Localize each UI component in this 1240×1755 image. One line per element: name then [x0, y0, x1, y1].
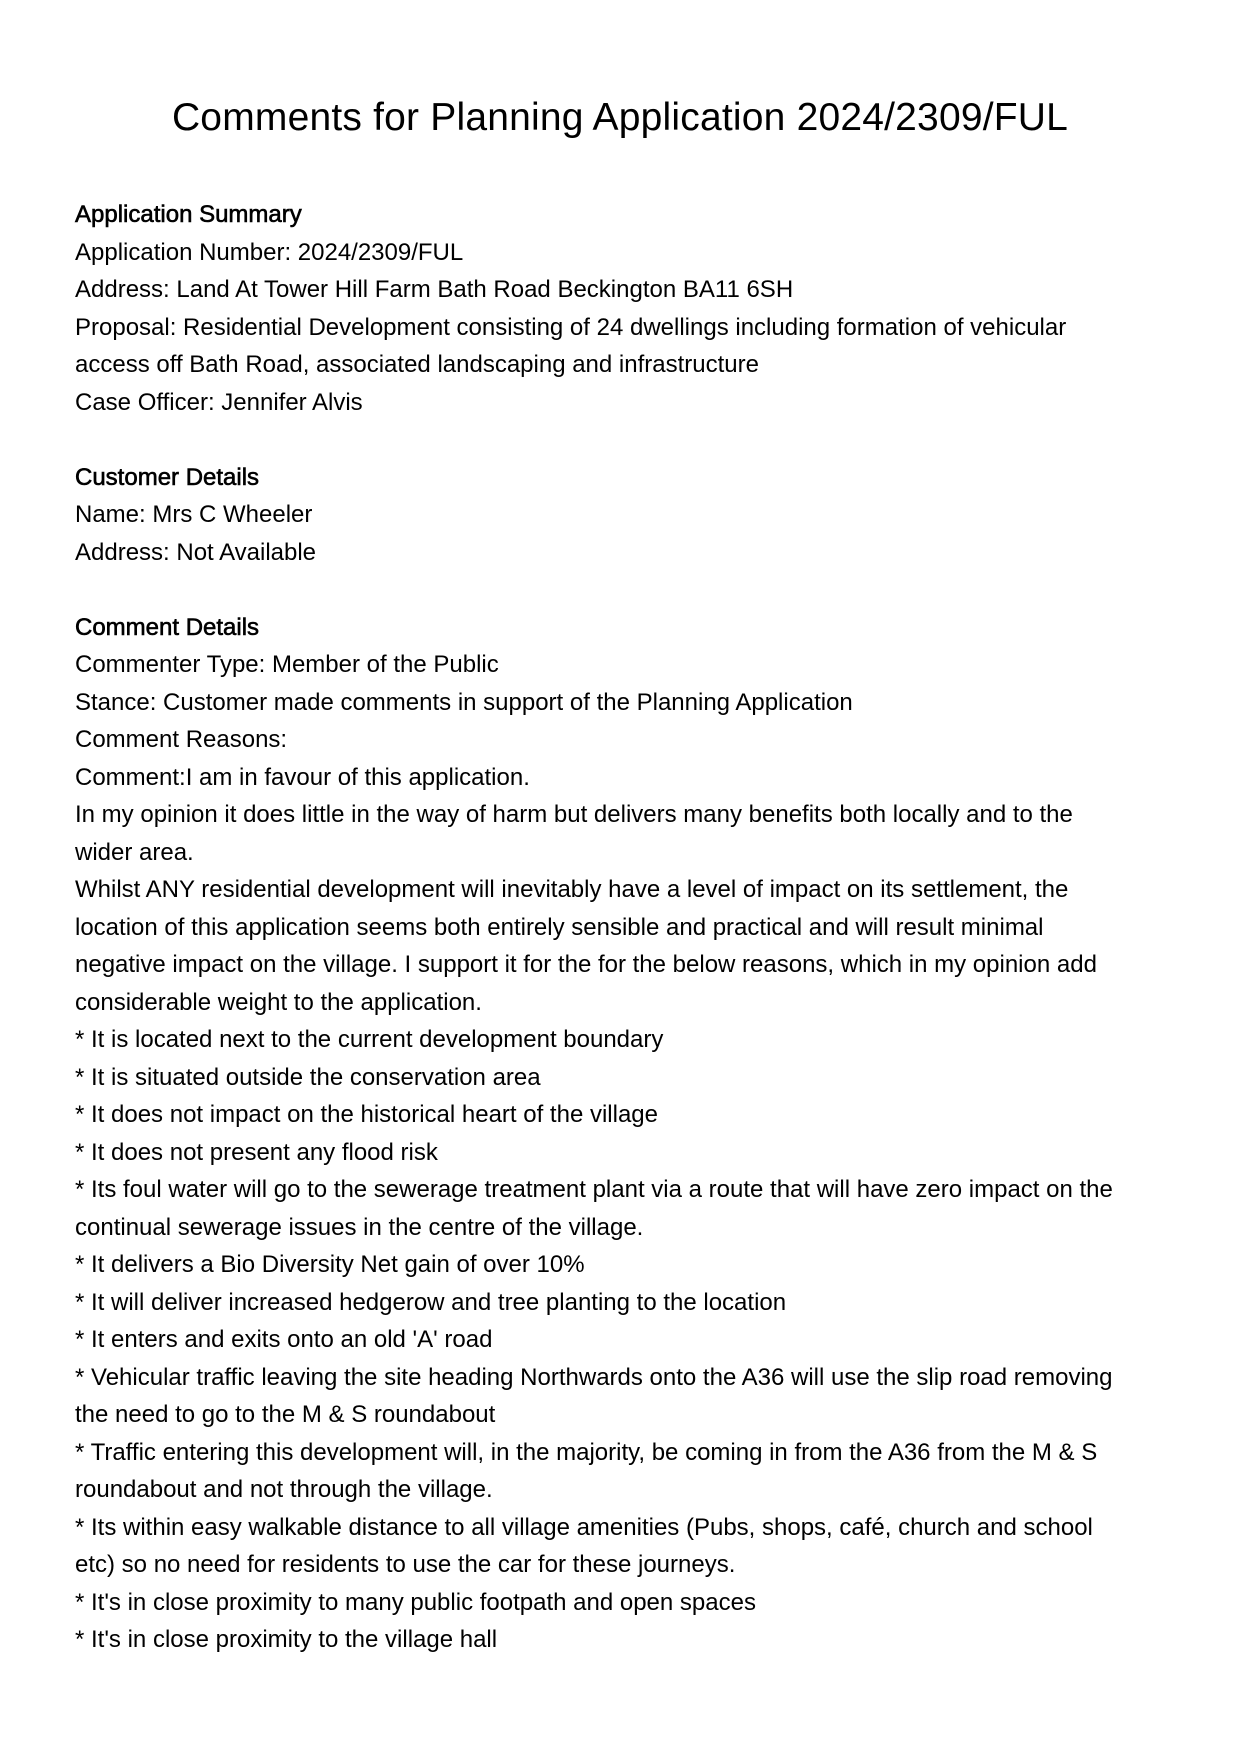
comment-details-heading: Comment Details [75, 613, 260, 641]
comment-line: Whilst ANY residential development will inevitably have a level of impact on its settlement, the [75, 876, 1069, 903]
comment-line: Commenter Type: Member of the Public [75, 651, 499, 678]
comment-details-section [75, 609, 1175, 1659]
comment-bullet: * It is situated outside the conservation area [75, 1063, 541, 1091]
case-officer: Case Officer: Jennifer Alvis [75, 388, 363, 416]
comment-line: considerable weight to the application. [75, 988, 482, 1016]
customer-details-heading: Customer Details [75, 463, 260, 491]
comment-bullet: * It's in close proximity to the village hall [75, 1626, 498, 1653]
comment-bullet: * Traffic entering this development will, in the majority, be coming in from the A36 from the M & S [75, 1438, 1098, 1466]
application-address: Address: Land At Tower Hill Farm Bath Road Beckington BA11 6SH [75, 276, 794, 303]
document-body [75, 196, 1175, 1659]
comment-bullet: * It enters and exits onto an old 'A' road [75, 1326, 493, 1353]
comment-bullet: the need to go to the M & S roundabout [75, 1401, 496, 1428]
comment-bullet: * It will deliver increased hedgerow and tree planting to the location [75, 1288, 787, 1316]
comment-bullet: * It does not present any flood risk [75, 1138, 438, 1166]
comment-bullet: * Its foul water will go to the sewerage treatment plant via a route that will have zero impact on the [75, 1176, 1113, 1203]
comment-line: Comment:I am in favour of this application. [75, 763, 530, 791]
comment-bullet: etc) so no need for residents to use the car for these journeys. [75, 1551, 736, 1578]
comment-bullet: * It does not impact on the historical heart of the village [75, 1101, 658, 1128]
comment-bullet: * It is located next to the current development boundary [75, 1026, 664, 1053]
comment-line: Stance: Customer made comments in support of the Planning Application [75, 688, 853, 716]
comment-bullet: roundabout and not through the village. [75, 1476, 493, 1503]
customer-address: Address: Not Available [75, 538, 317, 566]
comment-line: In my opinion it does little in the way of harm but delivers many benefits both locally and to the [75, 801, 1073, 828]
application-summary-section [75, 196, 1175, 421]
comment-line: Comment Reasons: [75, 726, 288, 753]
comment-bullet: * Vehicular traffic leaving the site heading Northwards onto the A36 will use the slip road removing [75, 1363, 1113, 1391]
comment-line: location of this application seems both entirely sensible and practical and will result minimal [75, 913, 1044, 941]
application-number: Application Number: 2024/2309/FUL [75, 238, 464, 266]
comment-bullet: * It delivers a Bio Diversity Net gain of over 10% [75, 1251, 585, 1278]
section-gap [75, 571, 1175, 609]
proposal-line-1: Proposal: Residential Development consisting of 24 dwellings including formation of vehicular [75, 313, 1067, 341]
section-gap [75, 421, 1175, 459]
comment-bullet: * Its within easy walkable distance to all village amenities (Pubs, shops, café, church and school [75, 1513, 1093, 1541]
customer-details-section [75, 459, 1175, 572]
proposal-line-2: access off Bath Road, associated landscaping and infrastructure [75, 351, 759, 378]
page-title: Comments for Planning Application 2024/2309/FUL [171, 96, 1069, 139]
comment-bullet: * It's in close proximity to many public footpath and open spaces [75, 1588, 756, 1616]
application-summary-heading: Application Summary [75, 201, 302, 228]
comment-line: wider area. [75, 838, 194, 866]
comment-line: negative impact on the village. I support it for the for the below reasons, which in my opinion add [75, 951, 1097, 978]
customer-name: Name: Mrs C Wheeler [75, 501, 313, 528]
comment-bullet: continual sewerage issues in the centre of the village. [75, 1213, 644, 1241]
